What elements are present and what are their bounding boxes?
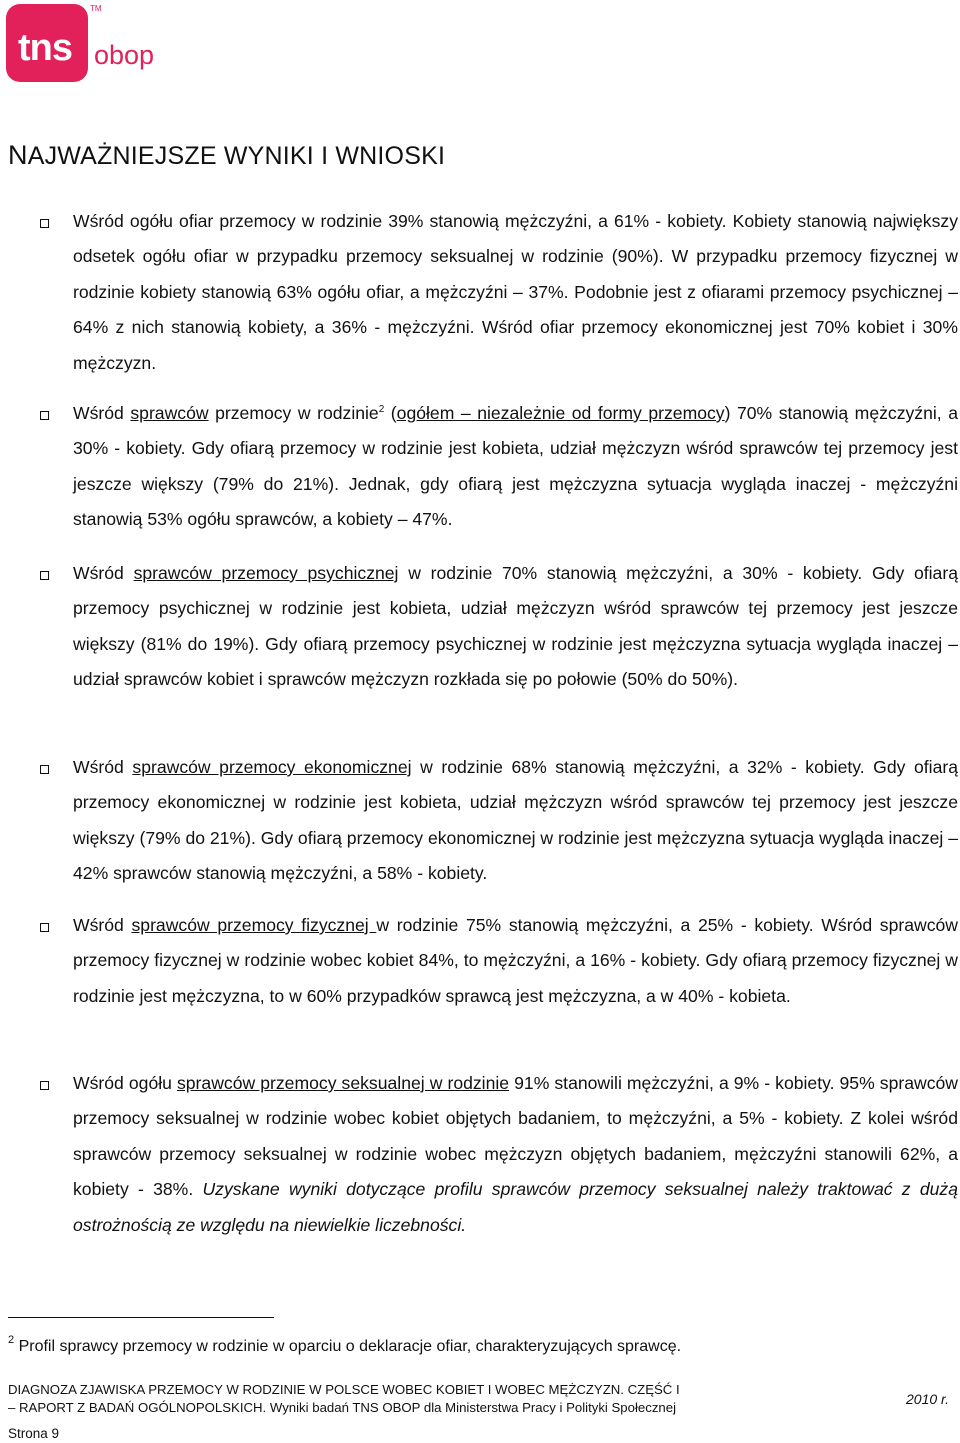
text-span: 91% stanowili mężczyźni, a 9% - kobiety. 95% sprawców przemocy seksualnej w rodzinie wobec kobiet objętych badaniem, to mężczyźni, a 5% - kobiety. Z kolei wśród sprawców przemocy seksualnej w rodzinie wobec mężczyzn objętych badaniem, mężczyźni stanowili 62%, a kobiety - 38%. [73, 1073, 958, 1200]
footnote-text: Profil sprawcy przemocy w rodzinie w oparciu o deklaracje ofiar, charakteryzujących sprawcę. [14, 1338, 682, 1355]
checkbox-bullet-icon [40, 1081, 49, 1090]
text-span: ) 70% stanowią mężczyźni, a 30% - kobiety. Gdy ofiarą przemocy w rodzinie jest kobieta, udział mężczyzn wśród sprawców tej przemocy jest jeszcze większy (79% do 21%). Jednak, gdy ofiarą jest mężczyzna sytuacja wygląda inaczej - mężczyźni stanowią 53% ogółu sprawców, a kobiety – 47%. [73, 403, 958, 530]
page-number: Strona 9 [8, 1426, 60, 1441]
heading-initial: N [8, 140, 28, 170]
text-span: w rodzinie 75% stanowią mężczyźni, a 25% - kobiety. Wśród sprawców przemocy fizycznej w rodzinie wobec kobiet 84%, to mężczyźni, a 16% - kobiety. Gdy ofiarą przemocy fizycznej w rodzinie jest mężczyzna, to w 60% przypadków sprawcą jest mężczyzna, a w 40% - kobieta. [73, 915, 958, 1006]
footnote-ref: 2 [378, 404, 385, 416]
text-span: Wśród ogółu [73, 1073, 177, 1093]
text-span: ( [384, 403, 397, 423]
tns-obop-logo [6, 4, 186, 86]
finding-text [73, 556, 958, 698]
footer-title-line-2: – RAPORT Z BADAŃ OGÓLNOPOLSKICH. Wyniki badań TNS OBOP dla Ministerstwa Pracy i Polityki Społecznej [8, 1400, 677, 1415]
text-span: Wśród [73, 403, 131, 423]
finding-text [73, 908, 958, 1014]
checkbox-bullet-icon [40, 765, 49, 774]
footer-year: 2010 r. [906, 1391, 950, 1407]
heading-rest: AJWAŻNIEJSZE WYNIKI I WNIOSKI [27, 142, 446, 170]
footnote [8, 1334, 682, 1357]
finding-text [73, 396, 958, 538]
finding-text [73, 204, 958, 381]
logo-brand: tns [18, 27, 72, 69]
underlined-text: sprawców [130, 403, 209, 423]
checkbox-bullet-icon [40, 219, 49, 228]
logo-sub: obop [94, 40, 155, 70]
underlined-text: sprawców przemocy psychicznej [133, 563, 399, 583]
footer-title-line-1: DIAGNOZA ZJAWISKA PRZEMOCY W RODZINIE W POLSCE WOBEC KOBIET I WOBEC MĘŻCZYZN. CZĘŚĆ I [8, 1382, 680, 1397]
text-span: w rodzinie 68% stanowią mężczyźni, a 32% - kobiety. Gdy ofiarą przemocy ekonomicznej w rodzinie jest kobieta, udział mężczyzn wśród sprawców tej przemocy jest jeszcze większy (79% do 21%). Gdy ofiarą przemocy ekonomicznej w rodzinie jest mężczyzna sytuacja wygląda inaczej – 42% sprawców stanowią mężczyźni, a 58% - kobiety. [73, 757, 958, 884]
text-span: Wśród ogółu ofiar przemocy w rodzinie 39% stanowią mężczyźni, a 61% - kobiety. Kobiety stanowią największy odsetek ogółu ofiar w przypadku przemocy seksualnej w rodzinie (90%). W przypadku przemocy fizycznej w rodzinie kobiety stanowią 63% ogółu ofiar, a mężczyźni – 37%. Podobnie jest z ofiarami przemocy psychicznej – 64% z nich stanowią kobiety, a 36% - mężczyźni. Wśród ofiar przemocy ekonomicznej jest 70% kobiet i 30% mężczyzn. [73, 211, 958, 373]
checkbox-bullet-icon [40, 571, 49, 580]
underlined-text: sprawców przemocy seksualnej w rodzinie [176, 1073, 510, 1093]
checkbox-bullet-icon [40, 411, 49, 420]
underlined-text: ogółem – niezależnie od formy przemocy [396, 403, 725, 423]
italic-note: Uzyskane wyniki dotyczące profilu sprawców przemocy seksualnej należy traktować z dużą ostrożnością ze względu na niewielkie liczebności. [73, 1179, 958, 1235]
footnote-number: 2 [8, 1334, 15, 1346]
underlined-text: sprawców przemocy fizycznej [131, 915, 377, 935]
text-span: w rodzinie 70% stanowią mężczyźni, a 30% - kobiety. Gdy ofiarą przemocy psychicznej w rodzinie jest kobieta, udział mężczyzn wśród sprawców tej przemocy jest jeszcze większy (81% do 19%). Gdy ofiarą przemocy psychicznej w rodzinie jest mężczyzna sytuacja wygląda inaczej – udział sprawców kobiet i sprawców mężczyzn rozkłada się po połowie (50% do 50%). [73, 563, 958, 690]
logo-trademark: TM [90, 4, 102, 13]
finding-text [73, 1066, 958, 1243]
footnote-divider [8, 1317, 274, 1318]
text-span: Wśród [73, 757, 133, 777]
logo-box [6, 4, 88, 82]
text-span: przemocy w rodzinie [208, 403, 379, 423]
text-span: Wśród [73, 563, 134, 583]
underlined-text: sprawców przemocy ekonomicznej [132, 757, 412, 777]
checkbox-bullet-icon [40, 923, 49, 932]
text-span: Wśród [73, 915, 132, 935]
section-heading [8, 140, 445, 171]
finding-text [73, 750, 958, 892]
